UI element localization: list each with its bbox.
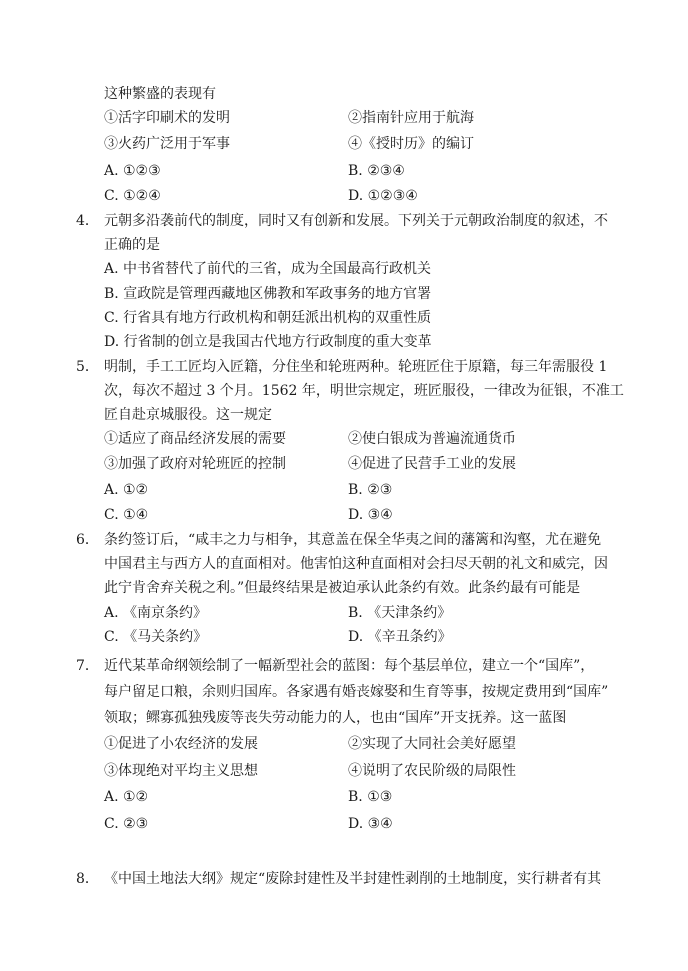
q6-option-d: D. 《辛丑条约》: [348, 629, 452, 645]
q5-stem-line-3: 匠自赴京城服役。这一规定: [104, 407, 272, 423]
q6-number: 6．: [76, 532, 99, 548]
q3-item-4: ④《授时历》的编订: [348, 136, 474, 152]
q7-item-1: ①促进了小农经济的发展: [104, 736, 258, 752]
q5-stem-line-2: 次，每次不超过 3 个月。1562 年，明世宗规定，班匠服役，一律改为征银，不准工: [104, 383, 624, 399]
q7-stem-line-2: 每户留足口粮，余则归国库。各家遇有婚丧嫁娶和生育等事，按规定费用到“国库”: [104, 684, 609, 700]
q6-option-c: C. 《马关条约》: [104, 629, 208, 645]
q4-option-c: C. 行省具有地方行政机构和朝廷派出机构的双重性质: [104, 310, 432, 326]
q5-option-c: C. ①④: [104, 507, 149, 523]
q6-option-a: A. 《南京条约》: [104, 605, 208, 621]
q4-option-b: B. 宣政院是管理西藏地区佛教和军政事务的地方官署: [104, 286, 432, 302]
q4-number: 4．: [76, 213, 99, 229]
q4-stem-line-1: 元朝多沿袭前代的制度，同时又有创新和发展。下列关于元朝政治制度的叙述，不: [104, 213, 608, 229]
q7-option-a: A. ①②: [104, 789, 149, 805]
q3-item-2: ②指南针应用于航海: [348, 110, 474, 126]
q7-option-c: C. ②③: [104, 816, 149, 832]
q4-stem-line-2: 正确的是: [104, 237, 160, 253]
q8-number: 8．: [76, 871, 99, 887]
q3-option-b: B. ②③④: [348, 163, 405, 179]
q5-stem-line-1: 明制，手工工匠均入匠籍，分住坐和轮班两种。轮班匠住于原籍，每三年需服役 1: [104, 359, 608, 375]
q3-option-c: C. ①②④: [104, 188, 161, 204]
q3-option-d: D. ①②③④: [348, 188, 418, 204]
q5-item-3: ③加强了政府对轮班匠的控制: [104, 456, 286, 472]
q5-option-a: A. ①②: [104, 482, 149, 498]
q7-item-2: ②实现了大同社会美好愿望: [348, 736, 516, 752]
q6-stem-line-1: 条约签订后，“咸丰之力与相争，其意盖在保全华夷之间的藩篱和沟壑，尤在避免: [104, 532, 602, 548]
q7-option-b: B. ①③: [348, 789, 393, 805]
q5-item-2: ②使白银成为普遍流通货币: [348, 431, 516, 447]
q5-item-4: ④促进了民营手工业的发展: [348, 456, 516, 472]
q5-option-d: D. ③④: [348, 507, 393, 523]
q5-item-1: ①适应了商品经济发展的需要: [104, 431, 286, 447]
q6-stem-line-3: 此宁肯舍弃关税之利。”但最终结果是被迫承认此条约有效。此条约最有可能是: [104, 580, 581, 596]
q7-stem-line-1: 近代某革命纲领绘制了一幅新型社会的蓝图：每个基层单位，建立一个“国库”，: [104, 658, 595, 674]
q4-option-a: A. 中书省替代了前代的三省，成为全国最高行政机关: [104, 261, 432, 277]
q3-item-1: ①活字印刷术的发明: [104, 110, 230, 126]
q6-option-b: B. 《天津条约》: [348, 605, 452, 621]
q7-item-3: ③体现绝对平均主义思想: [104, 763, 258, 779]
q3-option-a: A. ①②③: [104, 163, 161, 179]
q8-stem-line-1: 《中国土地法大纲》规定“废除封建性及半封建性剥削的土地制度，实行耕者有其: [104, 871, 602, 887]
q7-stem-line-3: 领取；鳏寡孤独残废等丧失劳动能力的人，也由“国库”开支抚养。这一蓝图: [104, 710, 567, 726]
q7-option-d: D. ③④: [348, 816, 393, 832]
q3-stem-tail: 这种繁盛的表现有: [104, 86, 216, 102]
q5-number: 5．: [76, 359, 99, 375]
q3-item-3: ③火药广泛用于军事: [104, 136, 230, 152]
q6-stem-line-2: 中国君主与西方人的直面相对。他害怕这种直面相对会扫尽天朝的礼文和威完，因: [104, 556, 608, 572]
q7-number: 7．: [76, 658, 99, 674]
q5-option-b: B. ②③: [348, 482, 393, 498]
q7-item-4: ④说明了农民阶级的局限性: [348, 763, 516, 779]
q4-option-d: D. 行省制的创立是我国古代地方行政制度的重大变革: [104, 334, 432, 350]
